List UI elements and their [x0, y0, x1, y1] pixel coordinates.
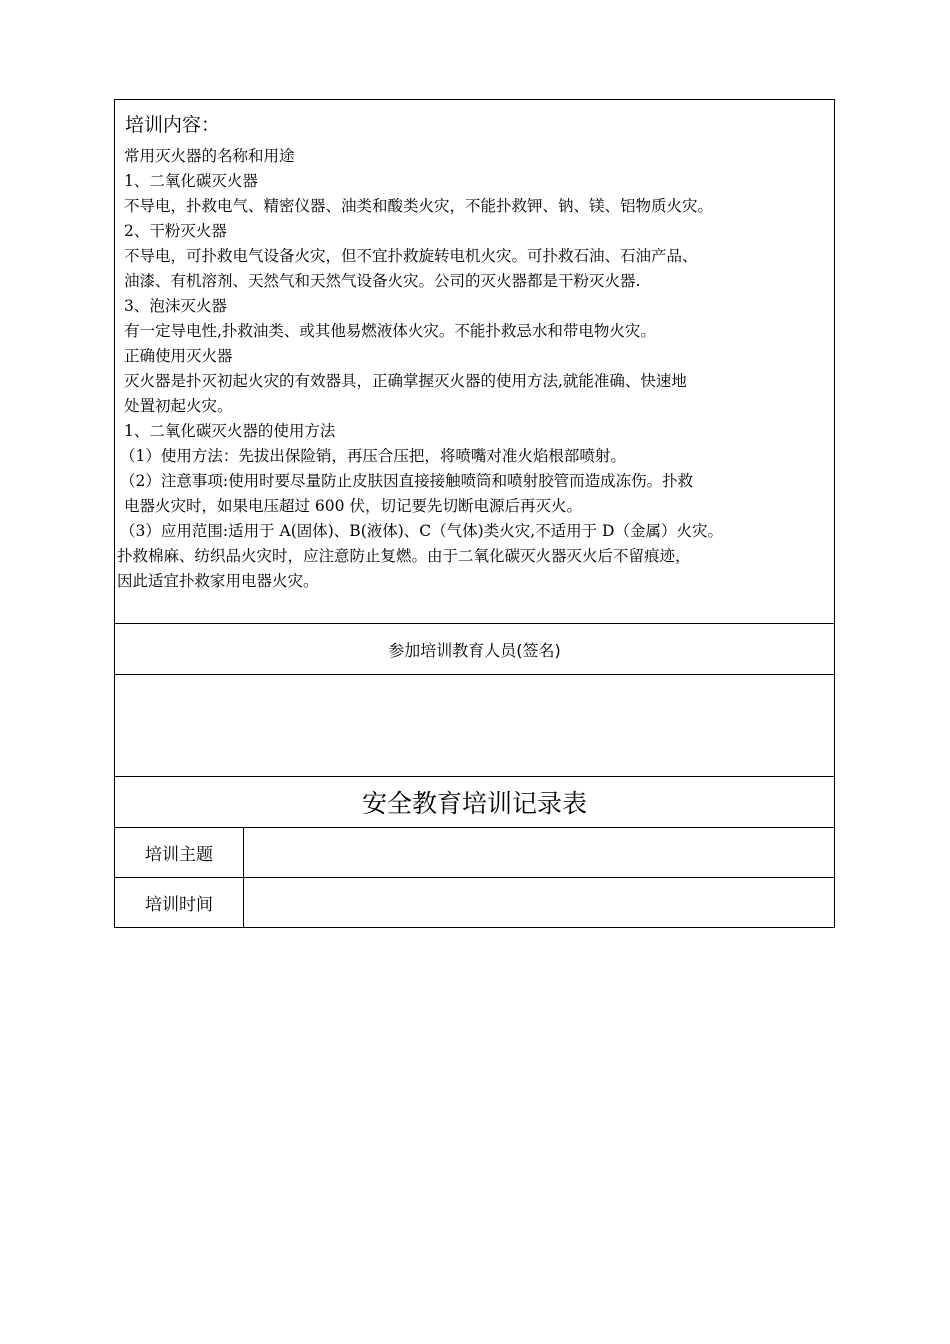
content-line: 因此适宜扑救家用电器火灾。 — [117, 572, 319, 590]
content-line: （1）使用方法：先拔出保险销，再压合压把，将喷嘴对准火焰根部喷射。 — [120, 447, 626, 465]
content-line: （2）注意事项:使用时要尽量防止皮肤因直接接触喷筒和喷射胶管而造成冻伤。扑救 — [120, 472, 694, 490]
content-line: 不导电，可扑救电气设备火灾，但不宜扑救旋转电机火灾。可扑救石油、石油产品、 — [124, 247, 698, 265]
content-line: 有一定导电性,扑救油类、或其他易燃液体火灾。不能扑救忌水和带电物火灾。 — [124, 322, 656, 340]
content-line: 1、二氧化碳灭火器 — [124, 172, 258, 190]
record-title: 安全教育培训记录表 — [115, 777, 835, 828]
training-content-body — [115, 133, 834, 594]
content-line: 不导电，扑救电气、精密仪器、油类和酸类火灾，不能扑救钾、钠、镁、铝物质火灾。 — [124, 197, 714, 215]
training-record-table — [114, 99, 835, 928]
content-line: 处置初起火灾。 — [124, 397, 233, 415]
training-time-value[interactable] — [244, 878, 835, 928]
content-line: 1、二氧化碳灭火器的使用方法 — [124, 422, 336, 440]
content-line: （3）应用范围:适用于 A(固体)、B(液体)、C（气体)类火灾,不适用于 D（金属）火灾。 — [120, 522, 723, 540]
content-line: 常用灭火器的名称和用途 — [124, 147, 295, 165]
signature-area[interactable] — [115, 675, 835, 777]
content-line: 扑救棉麻、纺织品火灾时，应注意防止复燃。由于二氧化碳灭火器灭火后不留痕迹， — [117, 547, 691, 565]
content-line: 油漆、有机溶剂、天然气和天然气设备火灾。公司的灭火器都是干粉灭火器. — [124, 272, 641, 290]
content-line: 正确使用灭火器 — [124, 347, 233, 365]
content-line: 2、干粉灭火器 — [124, 222, 227, 240]
training-content-heading: 培训内容： — [125, 114, 221, 136]
training-topic-label: 培训主题 — [115, 828, 244, 878]
content-line: 灭火器是扑灭初起火灾的有效器具，正确掌握灭火器的使用方法,就能准确、快速地 — [124, 372, 687, 390]
signature-header: 参加培训教育人员(签名) — [115, 624, 835, 675]
training-topic-value[interactable] — [244, 828, 835, 878]
training-time-label: 培训时间 — [115, 878, 244, 928]
content-line: 电器火灾时，如果电压超过 600 伏，切记要先切断电源后再灭火。 — [124, 497, 582, 515]
training-content-cell — [115, 100, 835, 624]
content-line: 3、泡沫灭火器 — [124, 297, 227, 315]
